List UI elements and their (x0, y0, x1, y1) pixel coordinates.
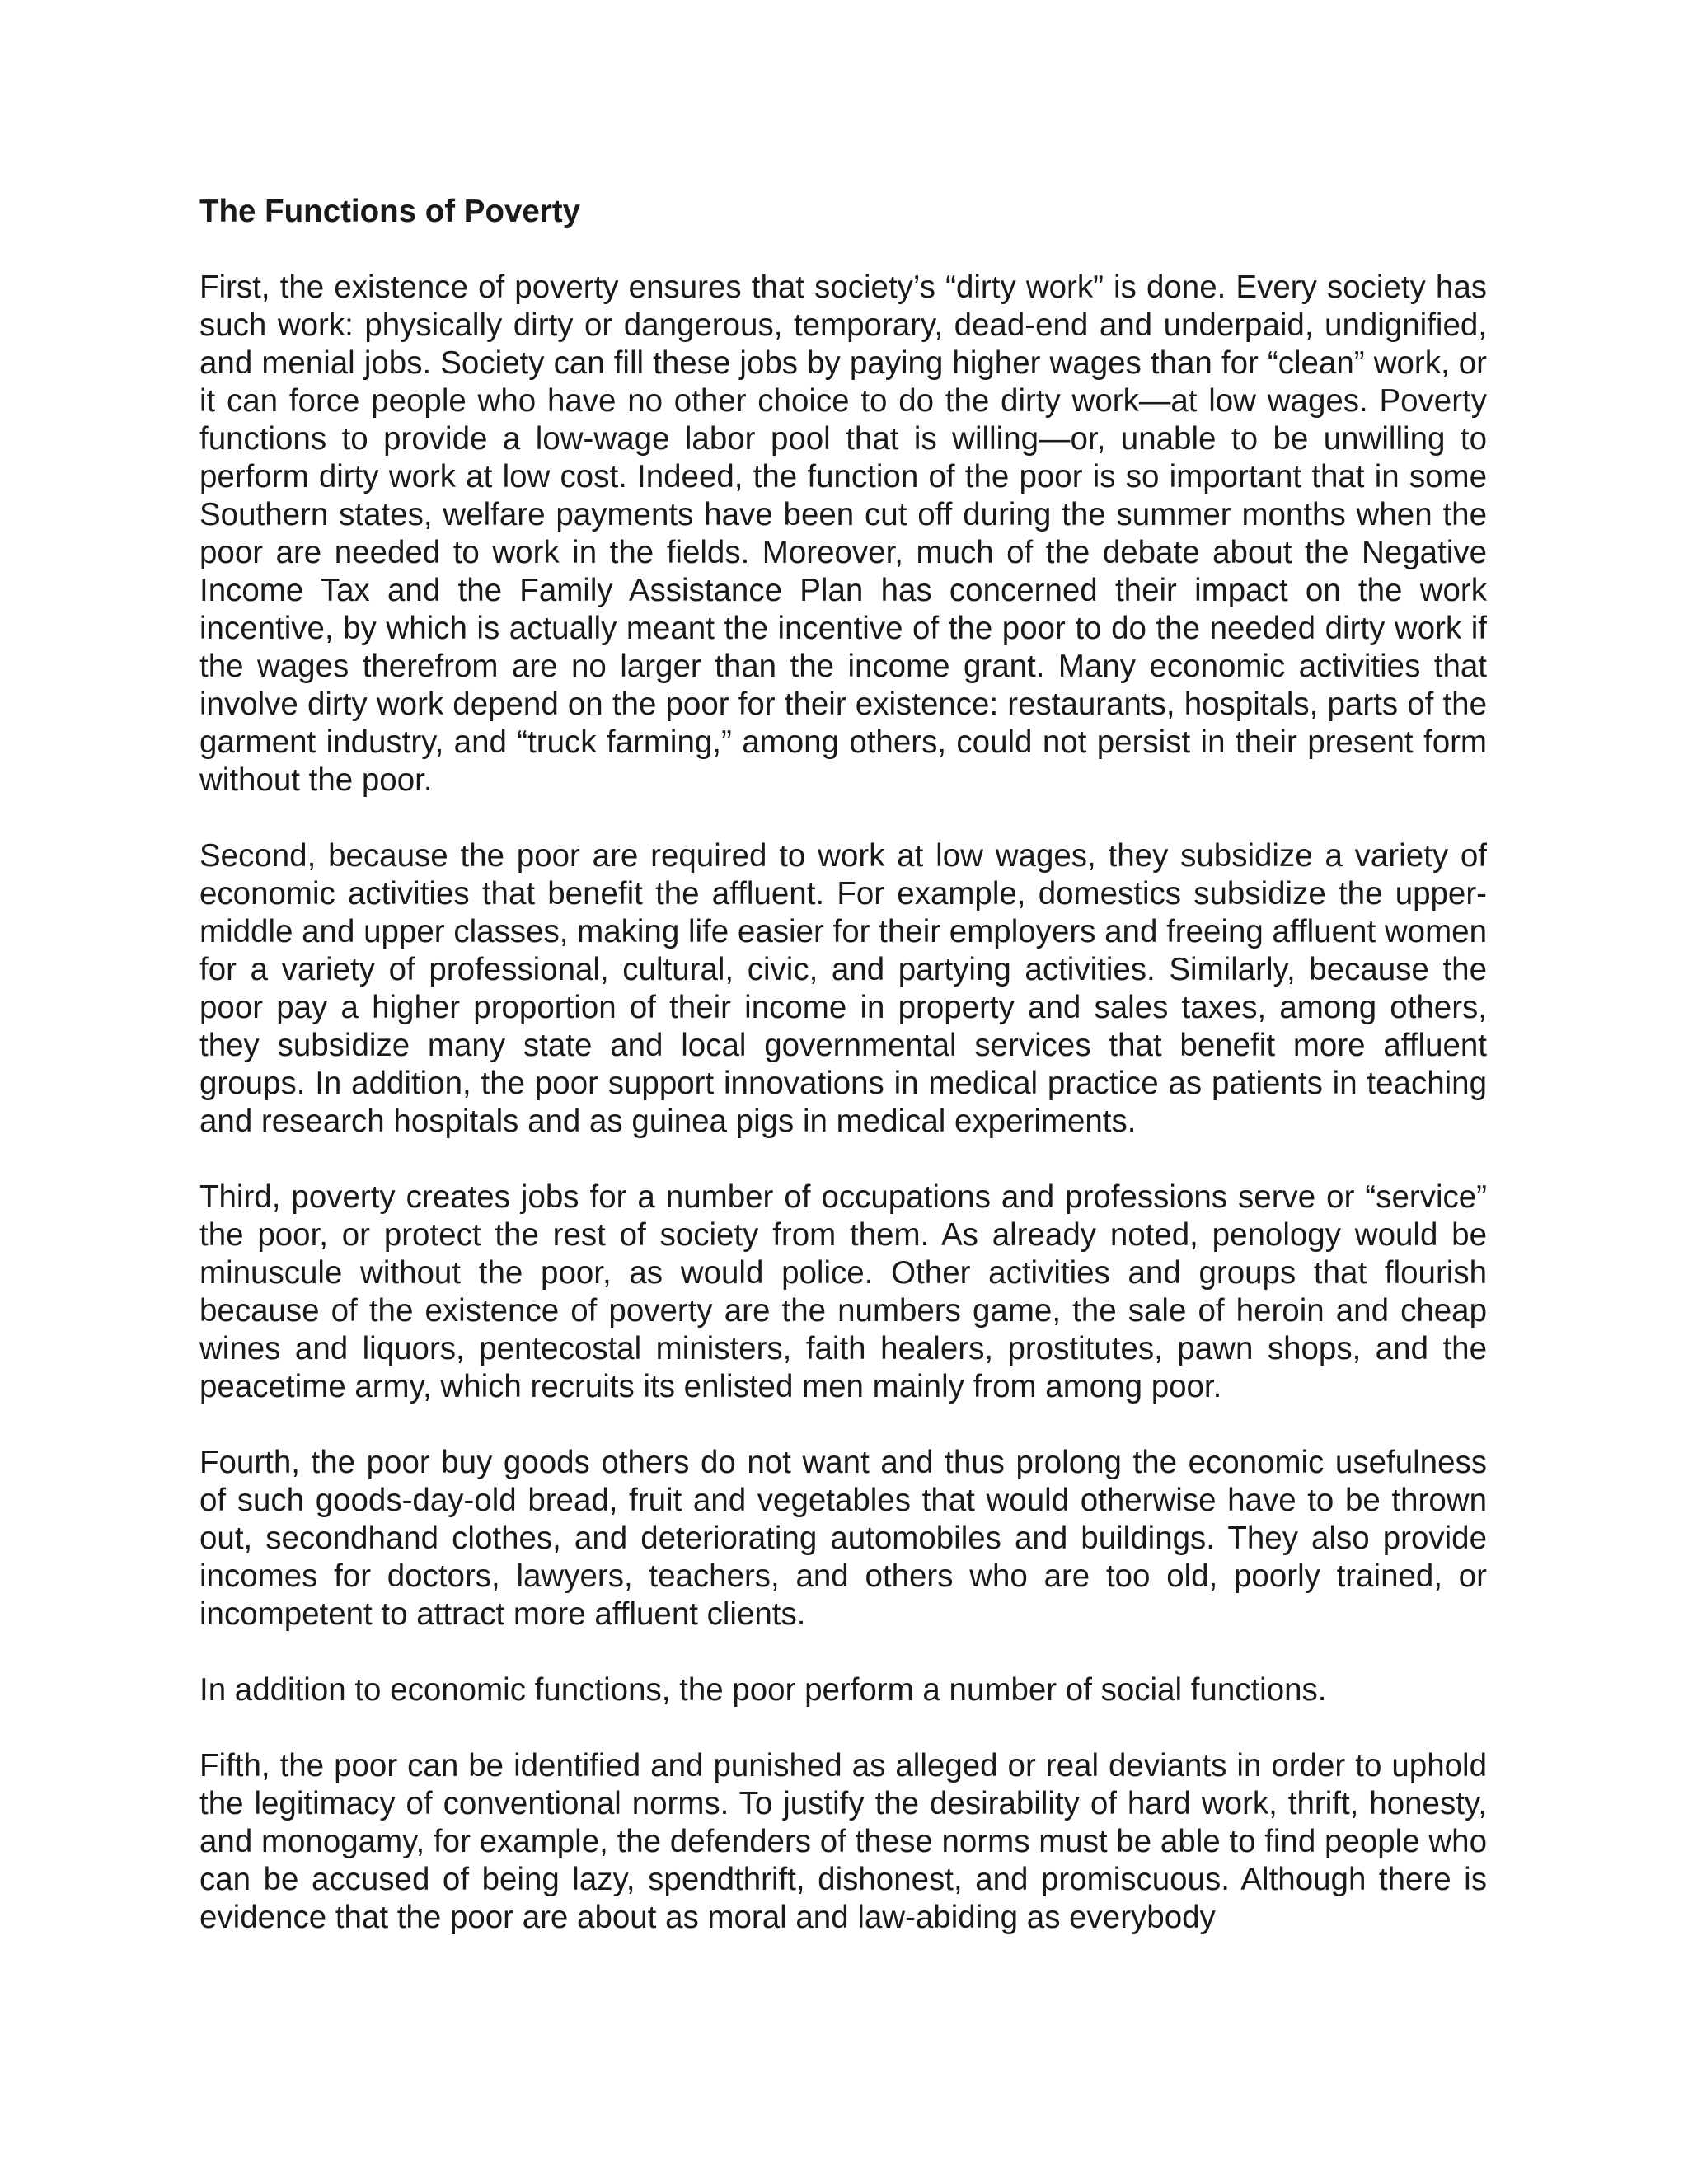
paragraph-third-function: Third, poverty creates jobs for a number of occupations and professions serve or “service” the poor, or protect the rest of society from them. As already noted, penology would be minuscule without the poor, as would police. Other activities and groups that flourish because of the existence of poverty are the numbers game, the sale of heroin and cheap wines and liquors, pentecostal ministers, faith healers, prostitutes, pawn shops, and the peacetime army, which recruits its enlisted men mainly from among poor. (199, 1179, 1487, 1404)
document-body (199, 193, 1487, 1937)
paragraph-fourth-function: Fourth, the poor buy goods others do not want and thus prolong the economic usefulness of such goods-day-old bread, fruit and vegetables that would otherwise have to be thrown out, secondhand clothes, and deteriorating automobiles and buildings. They also provide incomes for doctors, lawyers, teachers, and others who are too old, poorly trained, or incompetent to attract more affluent clients. (199, 1445, 1487, 1632)
paragraph-social-functions-intro: In addition to economic functions, the poor perform a number of social functions. (199, 1672, 1327, 1708)
document-title: The Functions of Poverty (199, 194, 581, 229)
paragraph-fifth-function: Fifth, the poor can be identified and punished as alleged or real deviants in order to uphold the legitimacy of conventional norms. To justify the desirability of hard work, thrift, honesty, and monogamy, for example, the defenders of these norms must be able to find people who can be accused of being lazy, spendthrift, dishonest, and promiscuous. Although there is evidence that the poor are about as moral and law-abiding as everybody (199, 1748, 1487, 1935)
paragraph-second-function: Second, because the poor are required to work at low wages, they subsidize a variety of economic activities that benefit the affluent. For example, domestics subsidize the upper-middle and upper classes, making life easier for their employers and freeing affluent women for a variety of professional, cultural, civic, and partying activities. Similarly, because the poor pay a higher proportion of their income in property and sales taxes, among others, they subsidize many state and local governmental services that benefit more affluent groups. In addition, the poor support innovations in medical practice as patients in teaching and research hospitals and as guinea pigs in medical experiments. (199, 838, 1487, 1139)
paragraph-first-function: First, the existence of poverty ensures that society’s “dirty work” is done. Every society has such work: physically dirty or dangerous, temporary, dead-end and underpaid, undignified, and menial jobs. Society can fill these jobs by paying higher wages than for “clean” work, or it can force people who have no other choice to do the dirty work—at low wages. Poverty functions to provide a low-wage labor pool that is willing—or, unable to be unwilling to perform dirty work at low cost. Indeed, the function of the poor is so important that in some Southern states, welfare payments have been cut off during the summer months when the poor are needed to work in the fields. Moreover, much of the debate about the Negative Income Tax and the Family Assistance Plan has concerned their impact on the work incentive, by which is actually meant the incentive of the poor to do the needed dirty work if the wages therefrom are no larger than the income grant. Many economic activities that involve dirty work depend on the poor for their existence: restaurants, hospitals, parts of the garment industry, and “truck farming,” among others, could not persist in their present form without the poor. (199, 269, 1487, 798)
